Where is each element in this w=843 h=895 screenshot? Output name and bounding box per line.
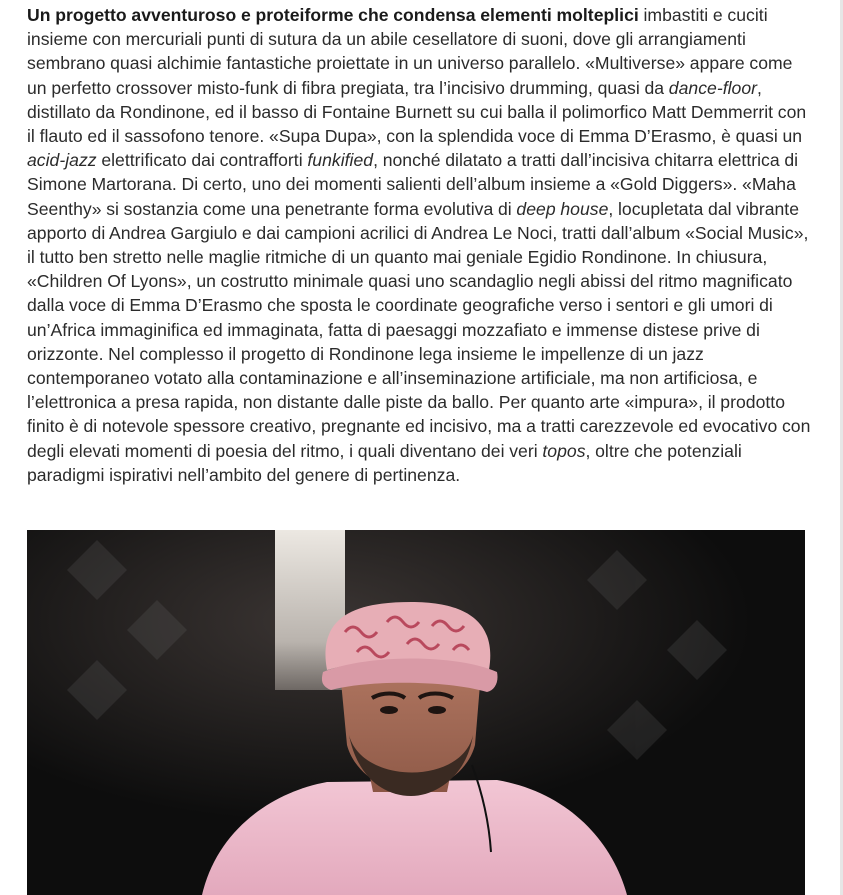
text-segment: , locupletata dal vibrante apporto di Andrea Gargiulo e dai campioni acrilici di Andrea Le Noci, tratti dall’album «Social Music», il tutto ben stretto nelle maglie ritmiche di un quanto mai geniale Egidio Rondinone. In chiusura, «Children Of Lyons», un costrutto minimale quasi uno scandaglio negli abissi del ritmo magnificato dalla voce di Emma D’Erasmo che sposta le coordinate geografiche verso i sentori e gli umori di un’Africa immaginifica ed immaginata, fatta di paesaggi mozzafiato e immense distese prive di orizzonte. Nel complesso il progetto di Rondinone lega insieme le impellenze di un jazz contemporaneo votato alla contaminazione e all’inseminazione artificiale, ma non artificiosa, e l’elettronica a presa rapida, non distante dalle piste da ballo. Per quanto arte «impura», il prodotto finito è di notevole spessore creativo, pregnante ed incisivo, ma a tratti carezzevole ed evocativo con degli elevati momenti di poesia del ritmo, i quali diventano dei veri	[27, 198, 811, 461]
italic-term: topos	[542, 440, 586, 461]
italic-term: dance-floor	[668, 77, 758, 98]
text-segment: elettrificato dai contrafforti	[96, 150, 308, 171]
italic-term: deep house	[516, 198, 609, 219]
text-segment: , oltre che potenziali paradigmi ispirativi nell’ambito del genere di pertinenza.	[27, 440, 742, 485]
artist-photo-illustration	[27, 530, 805, 895]
italic-term: acid-jazz	[27, 150, 97, 171]
artist-photo	[27, 530, 805, 895]
italic-term: funkified	[307, 150, 374, 171]
text-segment: , distillato da Rondinone, ed il basso di Fontaine Burnett su cui balla il polimorfico Matt Demmerrit con il flauto ed il sassofono tenore. «Supa Dupa», con la splendida voce di Emma D’Erasmo, è quasi un	[27, 77, 807, 147]
text-segment: imbastiti e cuciti insieme con mercuriali punti di sutura da un abile cesellatore di suoni, dove gli arrangiamenti sembrano quasi alchimie fantastiche proiettate in un universo parallelo. «Multiverse» appare come un perfetto crossover misto-funk di fibra pregiata, tra l’incisivo drumming, quasi da	[27, 5, 793, 98]
review-paragraph	[27, 3, 812, 487]
text-segment: , nonché dilatato a tratti dall’incisiva chitarra elettrica di Simone Martorana. Di certo, uno dei momenti salienti dell’album insieme a «Gold Diggers». «Maha Seenthy» si sostanzia come una penetrante forma evolutiva di	[27, 150, 799, 219]
article-body	[27, 3, 812, 487]
lead-sentence: Un progetto avventuroso e proteiforme che condensa elementi molteplici	[27, 5, 639, 25]
